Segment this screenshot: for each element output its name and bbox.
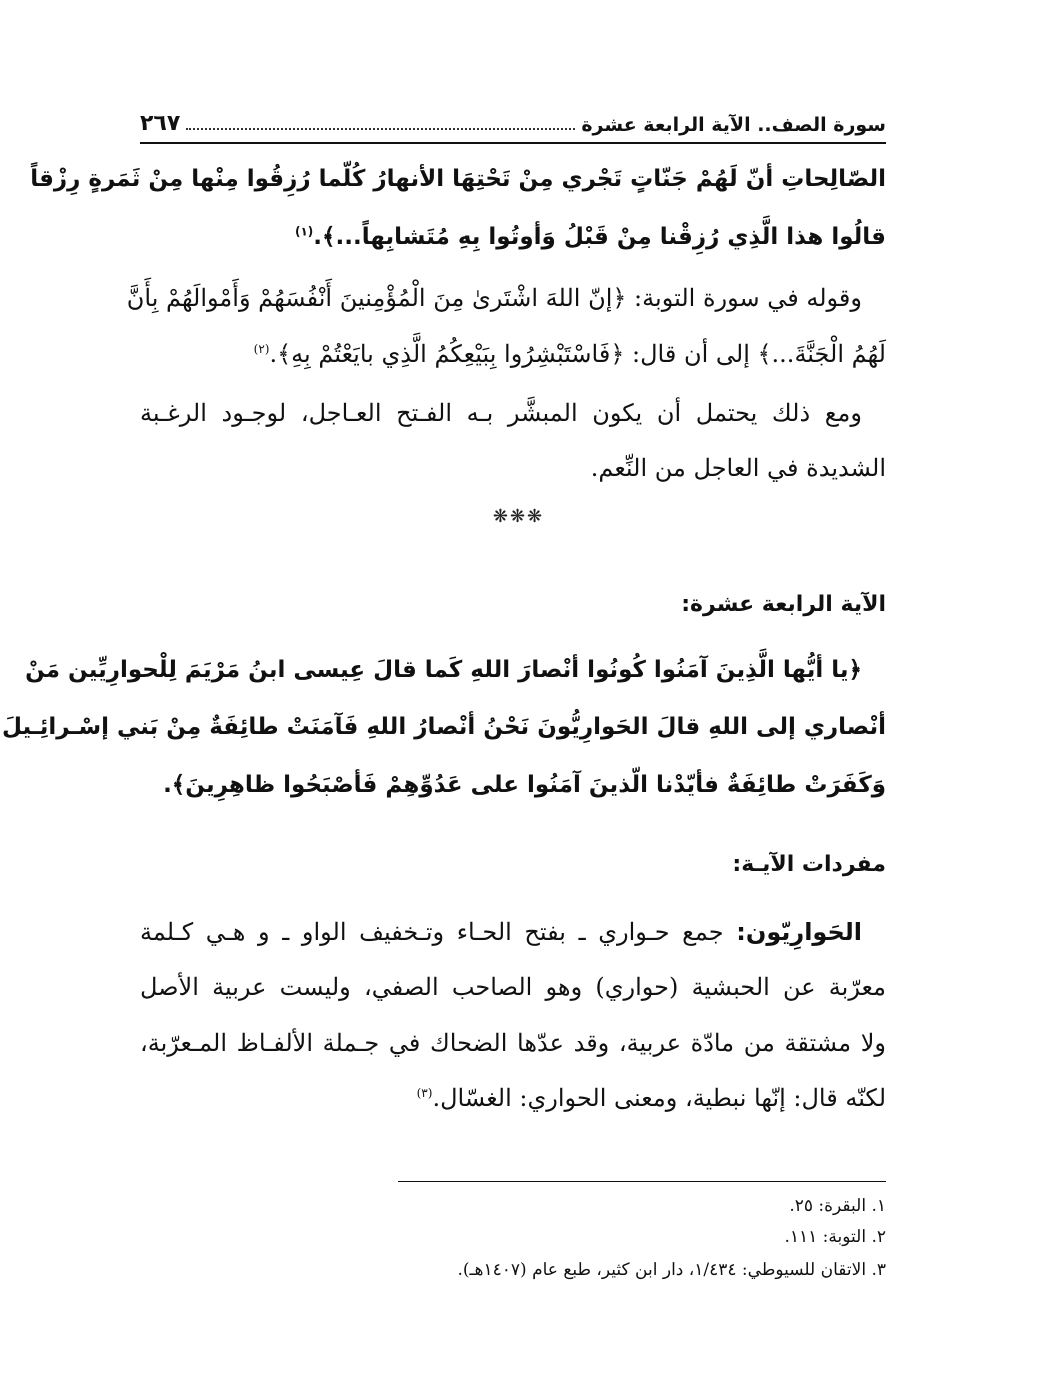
header-title: سورة الصف.. الآية الرابعة عشرة	[581, 114, 886, 136]
header-dot-leader	[186, 128, 575, 130]
vocab-line-3: ولا مشتقة من مادّة عربية، وقد عدّها الضحاك في جـملة الألفـاظ المـعرّبة،	[140, 1029, 886, 1057]
vocab-heading: مفردات الآيـة:	[732, 852, 886, 877]
page-number: ٢٦٧	[140, 111, 181, 136]
footnote-ref-3[interactable]: (٣)	[416, 1086, 433, 1100]
para3-line-2: الشديدة في العاجل من النِّعم.	[590, 454, 886, 482]
section-separator: ❋❋❋	[492, 506, 545, 527]
footnote-2: ٢. التوبة: ١١١.	[784, 1227, 886, 1247]
verse-heading: الآية الرابعة عشرة:	[681, 592, 886, 617]
para3-line-1: ومع ذلك يحتمل أن يكون المبشَّر بـه الفـتح العـاجل، لوجـود الرغـبة	[140, 399, 862, 427]
vocab-line-2: معرّبة عن الحبشية (حواري) وهو الصاحب الصفي، وليست عربية الأصل	[140, 973, 886, 1001]
verse-line-2: أنْصاري إلى اللهِ قالَ الحَوارِيُّونَ نَحْنُ أنْصارُ اللهِ فَآمَنَتْ طائِفَةٌ مِنْ بَني إسْـرائِـيلَ	[2, 714, 886, 740]
vocab-line-4: لكنّه قال: إنّها نبطية، ومعنى الحواري: الغسّال.$^{(٣)}$	[416, 1084, 886, 1112]
para2-line-1: وقوله في سورة التوبة: ﴿إنّ اللهَ اشْتَرىٰ مِنَ الْمُؤْمِنينَ أَنْفُسَهُمْ وَأَمْوالَهُمْ بِأَنَّ	[126, 284, 862, 312]
verse-line-3: وَكَفَرَتْ طائِفَةٌ فأيّدْنا الّذينَ آمَنُوا على عَدُوِّهِمْ فَأصْبَحُوا ظاهِرِينَ﴾.	[163, 772, 886, 798]
vocab-line-1: الحَوارِيّون: جمع حـواري ـ بفتح الحـاء وتـخفيف الواو ـ و هـي كـلمة	[140, 918, 862, 946]
para2-line-2: لَهُمُ الْجَنَّةَ...﴾ إلى أن قال: ﴿فَاسْتَبْشِرُوا بِبَيْعِكُمُ الَّذِي بايَعْتُمْ بِهِ﴾.$^{(٢)}$	[253, 340, 886, 368]
para1-line-1: الصّالِحاتِ أنّ لَهُمْ جَنّاتٍ تَجْري مِنْ تَحْتِهَا الأنهارُ كُلّما رُزِقُوا مِنْها مِنْ ثَمَرةٍ رِزْقاً	[30, 166, 886, 192]
footnote-ref-2[interactable]: (٢)	[253, 342, 270, 356]
footnote-divider	[398, 1181, 886, 1182]
running-header	[140, 100, 886, 144]
vocab-term: الحَوارِيّون:	[736, 918, 862, 946]
footnote-3: ٣. الاتقان للسيوطي: ١/٤٣٤، دار ابن كثير، طبع عام (١٤٠٧هـ).	[457, 1260, 886, 1280]
para1-line-2: قالُوا هذا الَّذِي رُزِقْنا مِنْ قَبْلُ وَأوتُوا بِهِ مُتَشابِهاً...﴾.$^{(١)}$	[294, 224, 886, 250]
footnote-ref-1[interactable]: (١)	[294, 224, 314, 239]
verse-line-1: ﴿يا أيُّها الَّذِينَ آمَنُوا كُونُوا أنْصارَ اللهِ كَما قالَ عِيسى ابنُ مَرْيَمَ لِلْحوارِيِّين مَنْ	[25, 657, 862, 683]
footnote-1: ١. البقرة: ٢٥.	[789, 1196, 886, 1216]
